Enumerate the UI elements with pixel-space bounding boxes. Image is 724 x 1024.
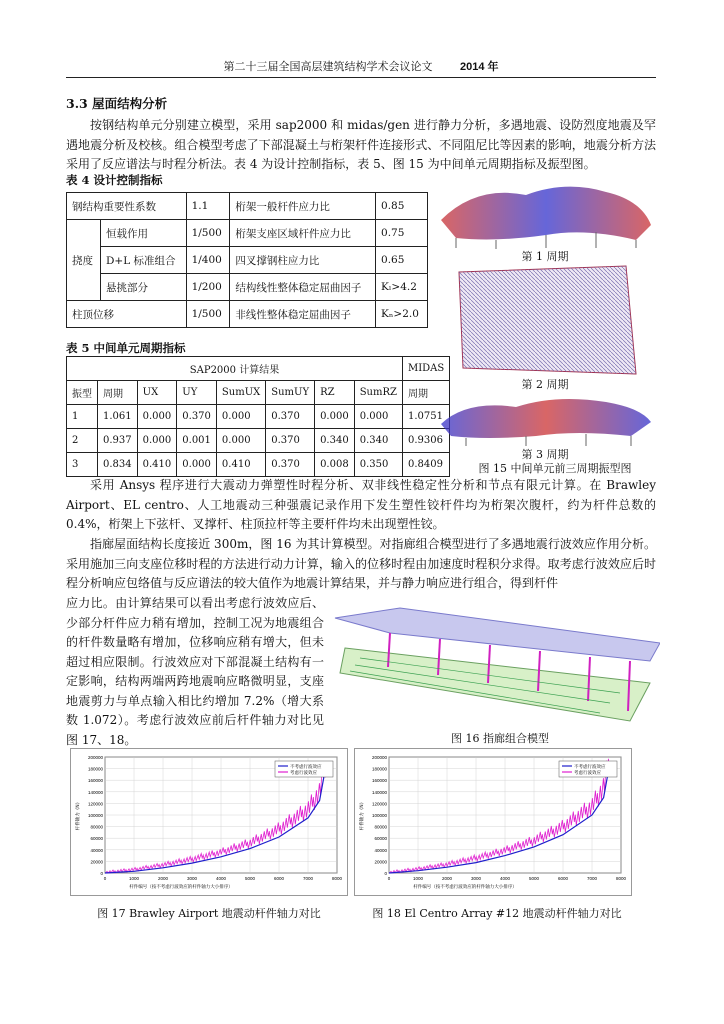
paragraph-3-text: 指廊屋面结构长度接近 300m，图 16 为其计算模型。对指廊组合模型进行了多遇地震行波效应作用分析。采用施加三向支座位移时程的方法进行动力计算，输入的位移时程由加速度时程积分求得。取考虑行波效应后时程分析响应包络值与反应谱法的较大值作为地震计算结果，并与静力响应进行组合，得到杆件 (66, 537, 656, 590)
mode3-shape (436, 392, 656, 446)
x-tick-label: 7000 (302, 876, 314, 881)
table5-cell: 0.000 (177, 453, 217, 477)
paragraph-3a (66, 535, 656, 595)
table4-caption: 表 4 设计控制指标 (66, 173, 163, 187)
table5-cell: 0.340 (315, 429, 355, 453)
x-tick-label: 0 (103, 876, 107, 881)
table4-cell: 钢结构重要性系数 (67, 193, 187, 220)
x-tick-label: 7000 (586, 876, 598, 881)
x-tick-label: 2000 (441, 876, 453, 881)
section-title: 3.3 屋面结构分析 (66, 96, 168, 111)
fig15-caption: 图 15 中间单元前三周期振型图 (478, 462, 632, 475)
table4-cell: D+L 标准组合 (101, 247, 187, 274)
table4-cell: 1/500 (186, 301, 230, 328)
fig16-figure (330, 603, 660, 728)
y-tick-label: 120000 (87, 801, 103, 807)
table5-cell: 0.000 (216, 405, 265, 429)
table5-cell: 0.000 (216, 429, 265, 453)
table5-row (67, 381, 450, 405)
table4 (66, 192, 428, 328)
table4-row (67, 220, 428, 247)
x-tick-label: 3000 (470, 876, 482, 881)
table4-cell: 1/400 (186, 247, 230, 274)
table5-cell: 0.410 (216, 453, 265, 477)
table5-cell: 0.834 (98, 453, 138, 477)
y-tick-label: 60000 (90, 836, 103, 842)
table5-cell: 0.370 (266, 453, 315, 477)
table4-cell: 1/500 (186, 220, 230, 247)
table4-row (67, 247, 428, 274)
y-tick-label: 140000 (371, 789, 387, 795)
table5-cell: 0.000 (137, 405, 177, 429)
table4-cell: 四叉撑钢柱应力比 (230, 247, 376, 274)
x-tick-label: 5000 (244, 876, 256, 881)
x-axis-label: 杆件编号（按不考虑行波效应的杆件轴力大小排序） (129, 885, 233, 890)
table5-cell: 1.0751 (402, 405, 449, 429)
legend-label: 不考虑行波效应 (574, 765, 606, 770)
y-tick-label: 20000 (374, 859, 387, 865)
x-tick-label: 3000 (186, 876, 198, 881)
x-tick-label: 0 (387, 876, 391, 881)
legend-label: 考虑行波效应 (290, 771, 317, 776)
fig17-caption: 图 17 Brawley Airport 地震动杆件轴力对比 (97, 907, 321, 920)
table5-row (67, 357, 450, 381)
table5 (66, 356, 450, 477)
table5-group-header: MIDAS (402, 357, 449, 381)
mode2-shape (451, 264, 641, 376)
table4-cell: 结构线性整体稳定屈曲因子 (230, 274, 376, 301)
header-year: 2014 年 (459, 61, 499, 73)
y-tick-label: 40000 (374, 847, 387, 853)
fig17-chart (70, 748, 348, 896)
table5-header: 周期 (98, 381, 138, 405)
table5-group-header: SAP2000 计算结果 (67, 357, 403, 381)
concourse-model (330, 603, 660, 728)
table4-cell: 非线性整体稳定屈曲因子 (230, 301, 376, 328)
table5-cell: 2 (67, 429, 98, 453)
table5-caption: 表 5 中间单元周期指标 (66, 341, 186, 355)
y-tick-label: 40000 (90, 847, 103, 853)
mode1-figure (436, 180, 656, 250)
table4-row (67, 193, 428, 220)
table5-header: 振型 (67, 381, 98, 405)
y-tick-label: 140000 (87, 789, 103, 795)
paragraph-3b: 应力比。由计算结果可以看出考虑行波效应后、少部分杆件应力稍有增加，控制工况为地震组合的杆件数量略有增加，位移响应稍有增大，但未超过相应限制。行波效应对下部混凝土结构有一定影响，结构两端两跨地震响应略微明显，支座地震剪力与单点输入相比约增加 7.2%（增大系数 1.072）。考虑行波效应前后杆件轴力对比见图 17、18。 (66, 596, 324, 747)
table5-cell: 0.937 (98, 429, 138, 453)
table5-cell: 1.061 (98, 405, 138, 429)
page-header (66, 58, 656, 78)
table5-header: RZ (315, 381, 355, 405)
y-tick-label: 180000 (87, 766, 103, 772)
paragraph-1: 按钢结构单元分别建立模型，采用 sap2000 和 midas/gen 进行静力分析，多遇地震、设防烈度地震及罕遇地震分析及校核。组合模型考虑了下部混凝土与桁架杆件连接形式、不同阻尼比等因素的影响，地震分析方法采用了反应谱法与时程分析法。表 4 为设计控制指标，表 5、图 15 为中间单元周期指标及振型图。 (66, 118, 656, 171)
table4-cell: 桁架支座区域杆件应力比 (230, 220, 376, 247)
table4-cell: 柱顶位移 (67, 301, 187, 328)
table5-cell: 0.370 (266, 405, 315, 429)
legend-label: 不考虑行波效应 (290, 765, 322, 770)
mode3-figure (436, 392, 656, 446)
table5-header: 周期 (402, 381, 449, 405)
table4-cell: 0.85 (376, 193, 428, 220)
table5-header: UY (177, 381, 217, 405)
table5-cell: 0.000 (354, 405, 402, 429)
table5-row (67, 429, 450, 453)
y-axis-label: 杆件轴力（N） (76, 799, 81, 831)
mode2-label: 第 2 周期 (521, 378, 569, 391)
table4-cell: 挠度 (67, 220, 101, 301)
table5-cell: 0.350 (354, 453, 402, 477)
y-tick-label: 100000 (87, 813, 103, 818)
table5-row (67, 405, 450, 429)
y-tick-label: 160000 (371, 778, 387, 784)
x-tick-label: 8000 (331, 876, 343, 881)
table5-cell: 3 (67, 453, 98, 477)
table4-cell: 1/200 (186, 274, 230, 301)
fig18-caption: 图 18 El Centro Array #12 地震动杆件轴力对比 (372, 907, 622, 920)
x-tick-label: 4000 (499, 876, 511, 881)
table5-cell: 1 (67, 405, 98, 429)
paragraph-2: 采用 Ansys 程序进行大震动力弹塑性时程分析、双非线性稳定性分析和节点有限元计算。在 Brawley Airport、EL centro、人工地震动三种强震记录作用下发生塑性铰杆件均为桁架次腹杆，约为杆件总数的 0.4%，桁架上下弦杆、叉撑杆、柱顶拉杆等主要杆件均未出现塑性铰。 (66, 478, 656, 531)
fig16-caption: 图 16 指廊组合模型 (451, 732, 549, 745)
table4-cell: Kₙ>2.0 (376, 301, 428, 328)
table5-header: SumRZ (354, 381, 402, 405)
x-axis-label: 杆件编号（按不考虑行波效应的杆件轴力大小排序） (413, 885, 517, 890)
y-tick-label: 0 (100, 871, 103, 876)
table5-cell: 0.9306 (402, 429, 449, 453)
fig17-svg (71, 749, 347, 895)
y-tick-label: 100000 (371, 813, 387, 818)
y-tick-label: 0 (384, 871, 387, 876)
x-tick-label: 8000 (615, 876, 627, 881)
table4-cell: 0.65 (376, 247, 428, 274)
table5-cell: 0.340 (354, 429, 402, 453)
mode1-label: 第 1 周期 (521, 250, 569, 263)
table5-cell: 0.370 (266, 429, 315, 453)
y-axis-label: 杆件轴力（N） (360, 799, 365, 831)
table4-cell: Kₗ>4.2 (376, 274, 428, 301)
conference-title: 第二十三届全国高层建筑结构学术会议论文 (223, 60, 433, 73)
table5-cell: 0.001 (177, 429, 217, 453)
y-tick-label: 180000 (371, 766, 387, 772)
y-tick-label: 200000 (371, 755, 387, 760)
table5-header: SumUX (216, 381, 265, 405)
table4-cell: 1.1 (186, 193, 230, 220)
mode2-figure (451, 264, 641, 376)
table4-cell: 恒载作用 (101, 220, 187, 247)
table4-cell: 悬挑部分 (101, 274, 187, 301)
x-tick-label: 1000 (128, 876, 140, 881)
table5-cell: 0.8409 (402, 453, 449, 477)
table5-header: UX (137, 381, 177, 405)
y-tick-label: 160000 (87, 778, 103, 784)
table5-row (67, 453, 450, 477)
y-tick-label: 80000 (374, 824, 387, 830)
x-tick-label: 2000 (157, 876, 169, 881)
x-tick-label: 1000 (412, 876, 424, 881)
legend-label: 考虑行波效应 (574, 771, 601, 776)
mode1-shape (436, 180, 656, 250)
y-tick-label: 60000 (374, 836, 387, 842)
y-tick-label: 80000 (90, 824, 103, 830)
x-tick-label: 6000 (557, 876, 569, 881)
y-tick-label: 200000 (87, 755, 103, 760)
y-tick-label: 20000 (90, 859, 103, 865)
x-tick-label: 6000 (273, 876, 285, 881)
y-tick-label: 120000 (371, 801, 387, 807)
table5-cell: 0.410 (137, 453, 177, 477)
x-tick-label: 5000 (528, 876, 540, 881)
table5-cell: 0.008 (315, 453, 355, 477)
table5-cell: 0.000 (137, 429, 177, 453)
fig18-svg (355, 749, 631, 895)
table4-cell: 0.75 (376, 220, 428, 247)
table4-row (67, 301, 428, 328)
fig18-chart (354, 748, 632, 896)
table4-row (67, 274, 428, 301)
x-tick-label: 4000 (215, 876, 227, 881)
table5-header: SumUY (266, 381, 315, 405)
table5-cell: 0.370 (177, 405, 217, 429)
mode3-label: 第 3 周期 (521, 448, 569, 461)
table5-cell: 0.000 (315, 405, 355, 429)
table4-cell: 桁架一般杆件应力比 (230, 193, 376, 220)
